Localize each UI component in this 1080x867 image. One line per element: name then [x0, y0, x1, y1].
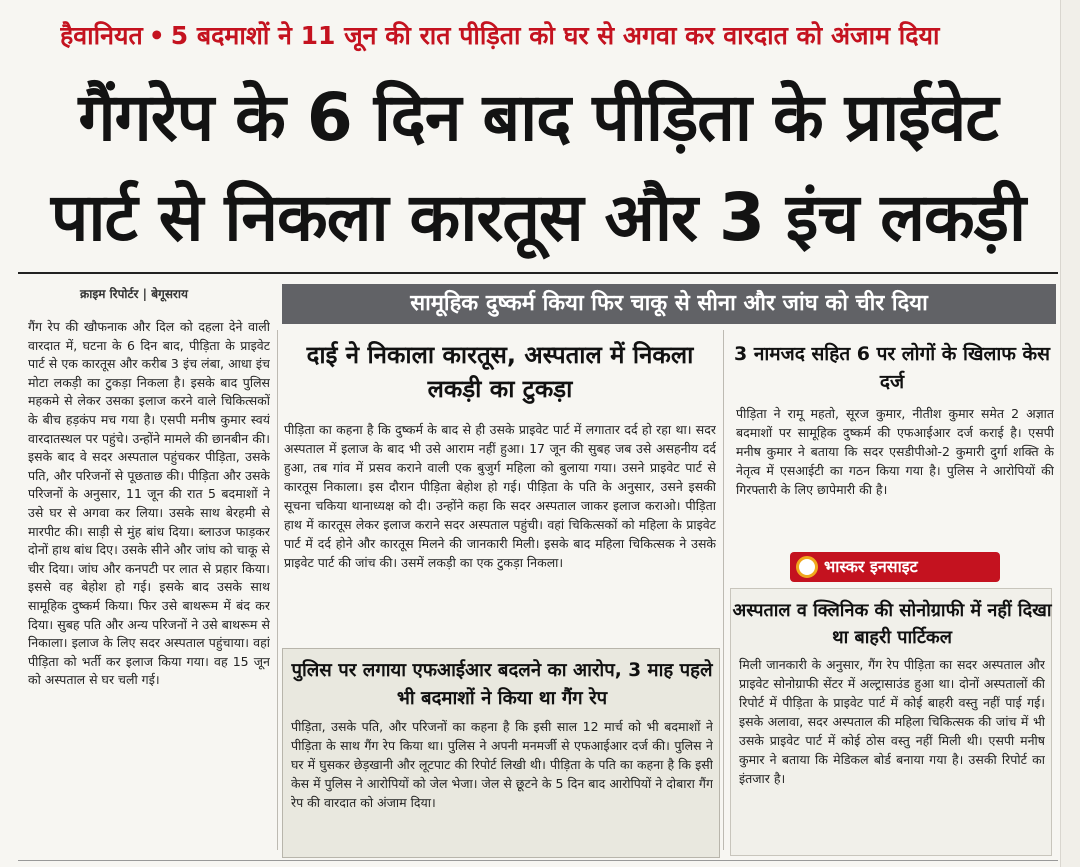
boxed-story-heading: पुलिस पर लगाया एफआईआर बदलने का आरोप, 3 माह पहले भी बदमाशों ने किया था गैंग रेप: [291, 660, 713, 709]
insight-body: मिली जानकारी के अनुसार, गैंग रेप पीड़िता का सदर अस्पताल और प्राइवेट सोनोग्राफी सेंटर में अल्ट्रासाउंड हुआ था। दोनों अस्पतालों की रिपोर्ट में पीड़िता के प्राइवेट पार्ट में कोई बाहरी वस्तु नहीं पाई गई। इसके अलावा, सदर अस्पताल की महिला चिकित्सक की जांच में भी उसके प्राइवेट पार्ट में कोई ठोस वस्तु नहीं मिली थी। एसपी मनीष कुमार ने बताया कि मेडिकल बोर्ड बनाया गया है। उसकी रिपोर्ट का इंतजार है।: [739, 657, 1045, 786]
main-headline: [18, 68, 1058, 268]
strap-headline: सामूहिक दुष्कर्म किया फिर चाकू से सीना और जांघ को चीर दिया: [282, 284, 1056, 324]
column-divider: [723, 330, 724, 850]
insight-badge-label: भास्कर इनसाइट: [824, 557, 918, 576]
headline-line-2: पार्ट से निकला कारतूस और 3 इंच लकड़ी: [50, 179, 1026, 256]
middle-story-body: पीड़िता का कहना है कि दुष्कर्म के बाद से ही उसके प्राइवेट पार्ट में लगातार दर्द हो रहा था। सदर अस्पताल में इलाज के बाद भी उसे आराम नहीं हुआ। 17 जून की सुबह जब उसे असहनीय दर्द हुआ, तब गांव में प्रसव कराने वाली एक बुजुर्ग महिला को बुलाया गया। उसने प्राइवेट पार्ट से कारतूस निकाला। इस दौरान पीड़िता बेहोश हो गई। पीड़िता के पति के अनुसार, उसने इसकी सूचना चकिया थानाध्यक्ष को दी। उन्होंने कहा कि सदर अस्पताल जाकर इलाज कराओ। पीड़िता हाथ में कारतूस लेकर इलाज कराने सदर अस्पताल पहुंची। वहां चिकित्सकों को महिला के प्राइवेट पार्ट में दर्द होने और कारतूस मिलने की जानकारी मिली। इसके बाद महिला चिकित्सक ने उसके प्राइवेट पार्ट की जांच की। उसमें लकड़ी का एक टुकड़ा निकला।: [284, 422, 716, 570]
lead-story-body: गैंग रेप की खौफनाक और दिल को दहला देने वाली वारदात में, घटना के 6 दिन बाद, पीड़िता के प्राइवेट पार्ट से एक कारतूस और करीब 3 इंच लंबा, आधा इंच मोटा लकड़ी का टुकड़ा निकला है। इसके बाद पुलिस महकमे से लेकर उसका इलाज करने वाले चिकित्सकों के बीच हड़कंप मच गया है। एसपी मनीष कुमार स्वयं वारदातस्थल पर पहुंचे। उन्होंने मामले की छानबीन की। इसके बाद वे सदर अस्पताल पहुंचकर पीड़िता, उसके पति, और परिजनों से पूछताछ की। पीड़िता और उसके परिजनों के अनुसार, 11 जून की रात 5 बदमाशों ने उसे घर से अगवा कर लिया। उसके साथ बेरहमी से मारपीट की। साड़ी से मुंह बांध दिया। ब्लाउज फाड़कर दोनों हाथ बांध दिए। उसके सीने और जांघ को चाकू से चीर दिया। जांघ और कनपटी पर लात से प्रहार किया। इससे वह बेहोश हो गई। इसके बाद उसके साथ सामूहिक दुष्कर्म किया। फिर उसे बाथरूम में बंद कर दिया। सुबह पति और अन्य परिजनों ने उसे बाथरूम से निकाला। इलाज के लिए सदर अस्पताल पहुंचाया। वहां पीड़िता को भर्ती कर इलाज किया गया। वह 15 जून को अस्पताल से घर चली गई।: [28, 319, 270, 688]
right-subheading: 3 नामजद सहित 6 पर लोगों के खिलाफ केस दर्ज: [734, 343, 1050, 393]
kicker: [60, 18, 1050, 58]
column-divider: [277, 330, 278, 850]
top-rule: [18, 272, 1058, 274]
boxed-story-body: पीड़िता, उसके पति, और परिजनों का कहना है कि इसी साल 12 मार्च को भी बदमाशों ने पीड़िता के साथ गैंग रेप किया था। पुलिस ने अपनी मनमर्जी से एफआईआर दर्ज की। पुलिस ने घर में घुसकर छेड़खानी और लूटपाट की रिपोर्ट लिखी थी। पीड़िता के पति का कहना है कि इसी केस में पुलिस ने आरोपियों को जेल भेजा। जेल से छूटने के 5 दिन बाद आरोपियों ने दोबारा गैंग रेप की वारदात को अंजाम दिया।: [291, 719, 713, 810]
middle-subheading: दाई ने निकाला कारतूस, अस्पताल में निकला लकड़ी का टुकड़ा: [306, 341, 694, 403]
headline-line-1: गैंगरेप के 6 दिन बाद पीड़िता के प्राईवेट: [78, 79, 998, 156]
insight-badge: [790, 552, 1000, 582]
insight-box: [730, 588, 1052, 856]
boxed-story: [282, 648, 720, 858]
adjacent-page-edge: [1060, 0, 1080, 867]
insight-heading: अस्पताल व क्लिनिक की सोनोग्राफी में नहीं दिखा था बाहरी पार्टिकल: [732, 600, 1052, 648]
bulb-icon: [796, 556, 818, 578]
byline: क्राइम रिपोर्टर | बेगूसराय: [80, 287, 188, 301]
kicker-tag: हैवानियत: [60, 21, 143, 50]
bottom-rule: [18, 860, 1058, 861]
kicker-text: 5 बदमाशों ने 11 जून की रात पीड़िता को घर से अगवा कर वारदात को अंजाम दिया: [170, 21, 940, 50]
kicker-bullet: •: [148, 21, 165, 50]
right-story-body: पीड़िता ने रामू महतो, सूरज कुमार, नीतीश कुमार समेत 2 अज्ञात बदमाशों पर सामूहिक दुष्कर्म की एफआईआर दर्ज कराई है। एसपी मनीष कुमार ने बताया कि सदर एसडीपीओ-2 कुमारी दुर्गा शक्ति के नेतृत्व में एसआईटी का गठन किया गया है। पुलिस ने आरोपियों की गिरफ्तारी के लिए छापेमारी की है।: [736, 406, 1054, 497]
